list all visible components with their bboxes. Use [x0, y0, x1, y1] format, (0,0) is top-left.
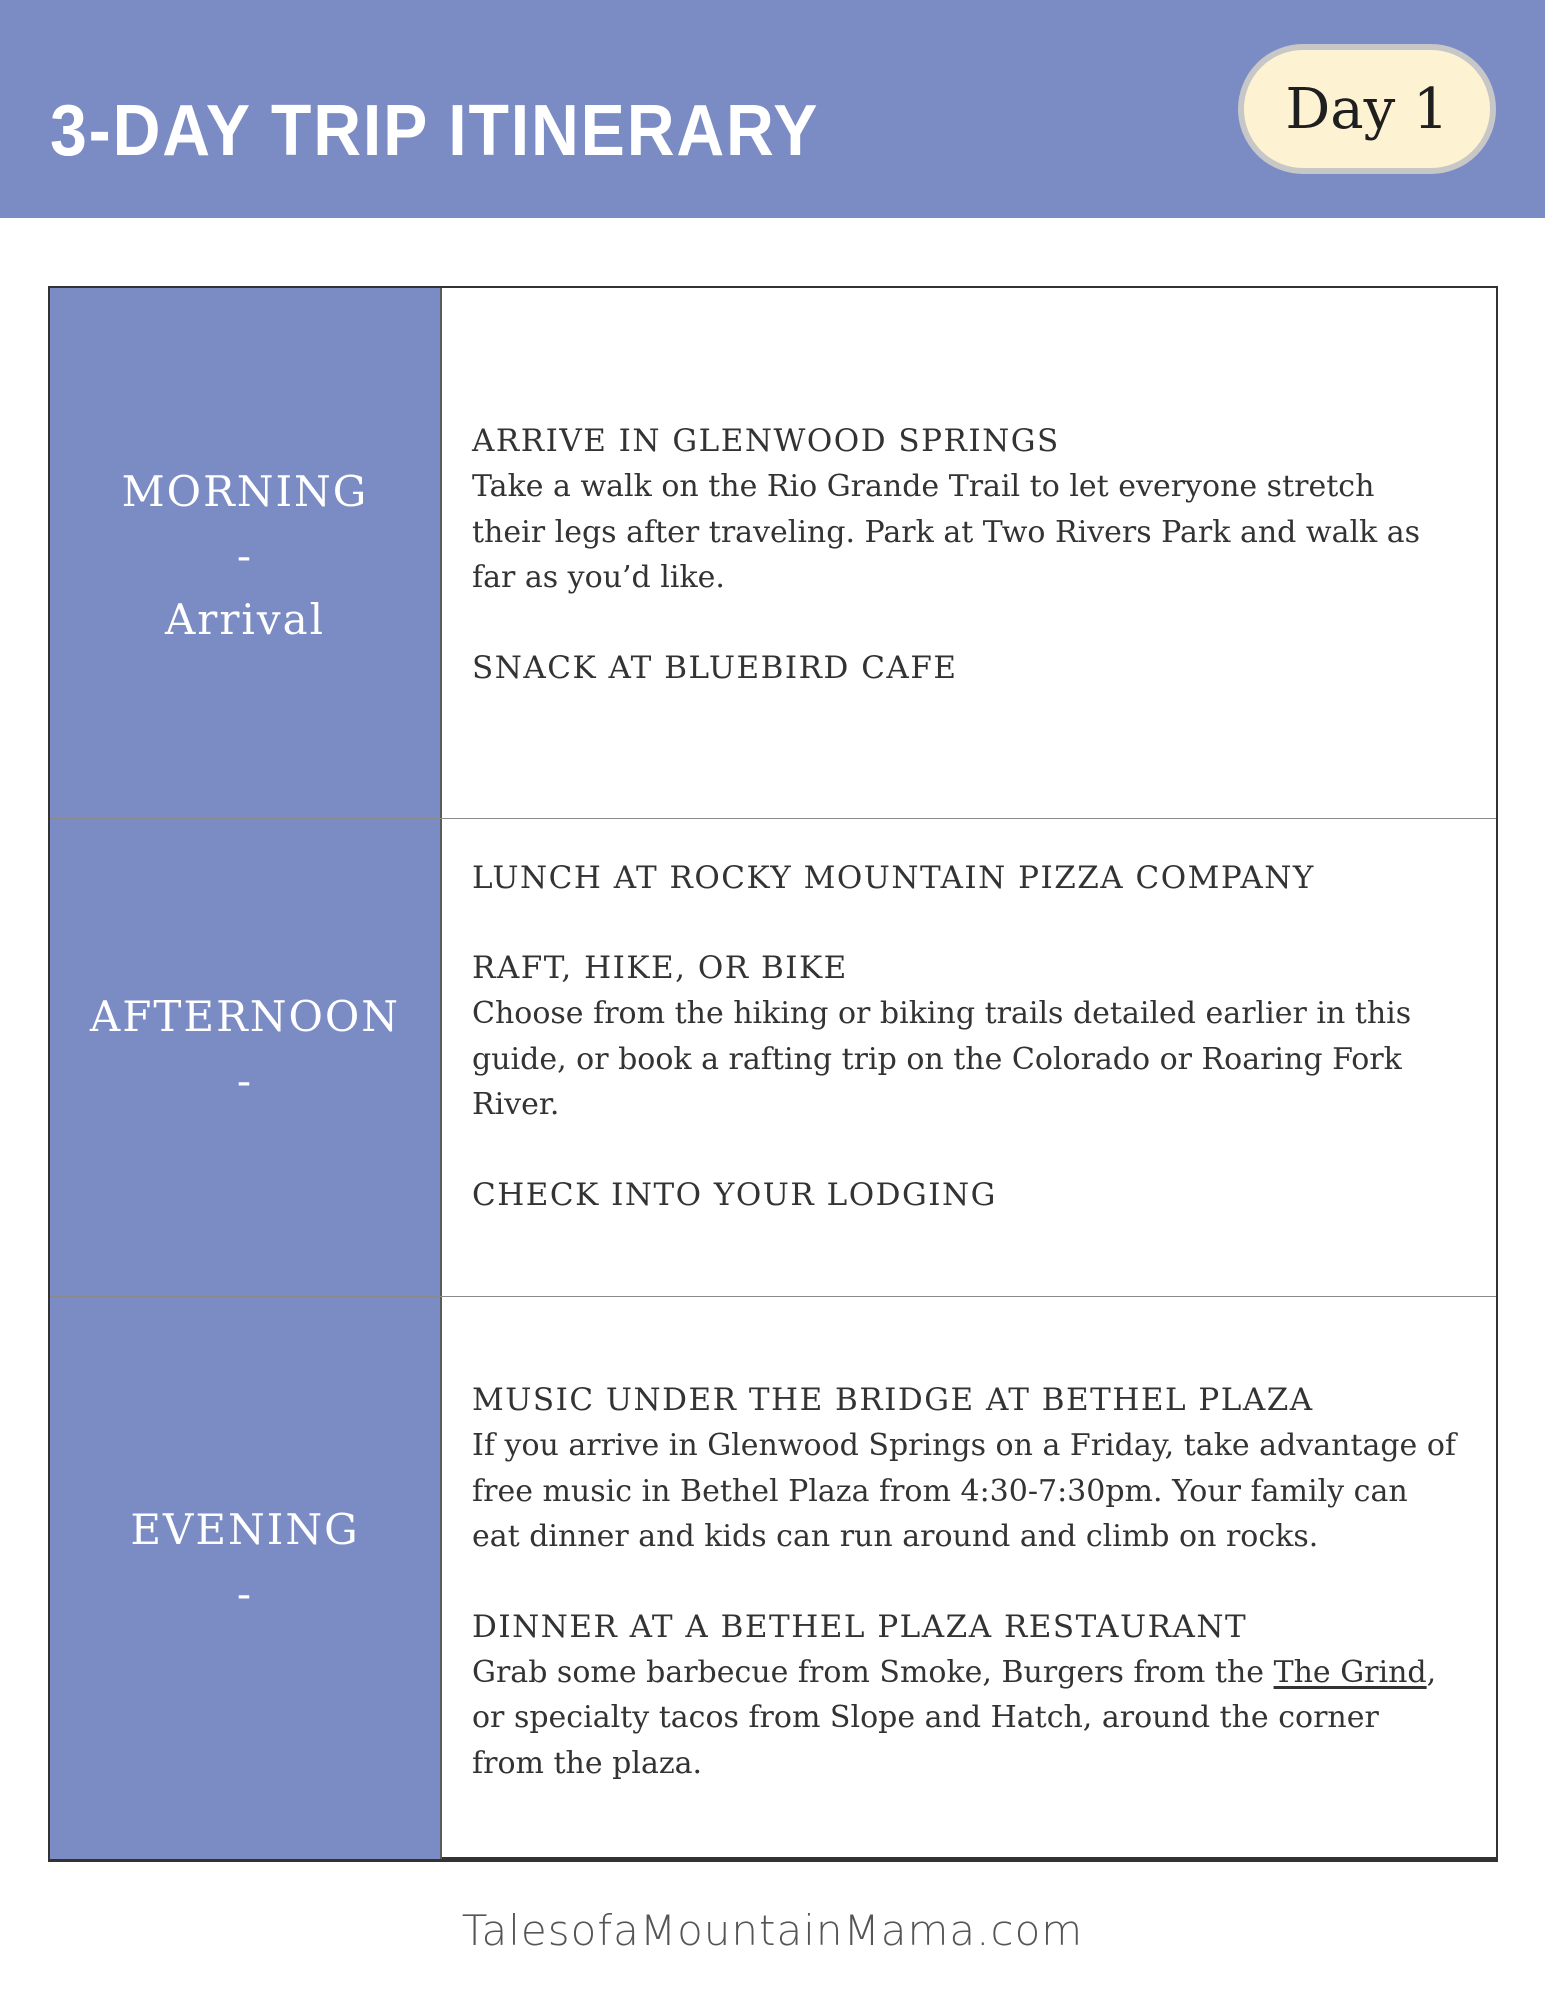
activity-heading: LUNCH AT ROCKY MOUNTAIN PIZZA COMPANY: [472, 860, 1315, 896]
footer-site-name: TalesofaMountainMama.com: [461, 1906, 1084, 1955]
time-label-cell: [50, 819, 442, 1296]
time-label-separator: -: [236, 1055, 254, 1105]
activity-heading: MUSIC UNDER THE BRIDGE AT BETHEL PLAZA: [472, 1382, 1314, 1418]
time-label-separator: -: [236, 1569, 254, 1618]
itinerary-table: [48, 286, 1498, 1862]
time-label-separator: -: [236, 531, 254, 580]
time-label-subtitle: Arrival: [164, 595, 326, 644]
activity-description: If you arrive in Glenwood Springs on a Friday, take advantage of free music in Bethel Plaza from 4:30-7:30pm. Your family can eat dinner and kids can run around and climb on rocks.: [472, 1428, 1457, 1554]
activity-heading: RAFT, HIKE, OR BIKE: [472, 950, 848, 986]
activity-description: [472, 1650, 1456, 1787]
description-text: , or specialty tacos from Slope and Hatch, around the corner from the plaza.: [472, 1654, 1437, 1781]
activity-heading: DINNER AT A BETHEL PLAZA RESTAURANT: [472, 1608, 1248, 1645]
page-title: 3-DAY TRIP ITINERARY: [50, 91, 820, 171]
time-label: AFTERNOON: [89, 991, 401, 1041]
description-text: Grab some barbecue from Smoke, Burgers from the: [472, 1654, 1274, 1690]
day-badge-label: Day 1: [1285, 76, 1449, 142]
time-label-cell: [50, 1297, 442, 1859]
day-badge: [1238, 44, 1496, 174]
itinerary-row-morning: [50, 288, 1496, 818]
activity-description: Take a walk on the Rio Grande Trail to let everyone stretch their legs after traveling. Park at Two Rivers Park and walk as far as you’d like.: [472, 469, 1421, 595]
itinerary-row-evening: [50, 1296, 1496, 1859]
itinerary-row-afternoon: [50, 818, 1496, 1296]
time-label-cell: [50, 288, 442, 818]
activity-cell: [442, 819, 1496, 1296]
time-label: MORNING: [121, 467, 369, 516]
activity-heading: SNACK AT BLUEBIRD CAFE: [472, 649, 958, 686]
activity-cell: [442, 288, 1496, 818]
activity-heading: CHECK INTO YOUR LODGING: [472, 1176, 997, 1213]
page-header: [0, 0, 1545, 218]
activity-description: Choose from the hiking or biking trails detailed earlier in this guide, or book a rafting trip on the Colorado or Roaring Fork River.: [472, 996, 1412, 1122]
activity-heading: ARRIVE IN GLENWOOD SPRINGS: [472, 423, 1060, 459]
time-label: EVENING: [130, 1505, 360, 1554]
activity-cell: [442, 1297, 1496, 1859]
the-grind-link[interactable]: The Grind: [1273, 1654, 1427, 1690]
